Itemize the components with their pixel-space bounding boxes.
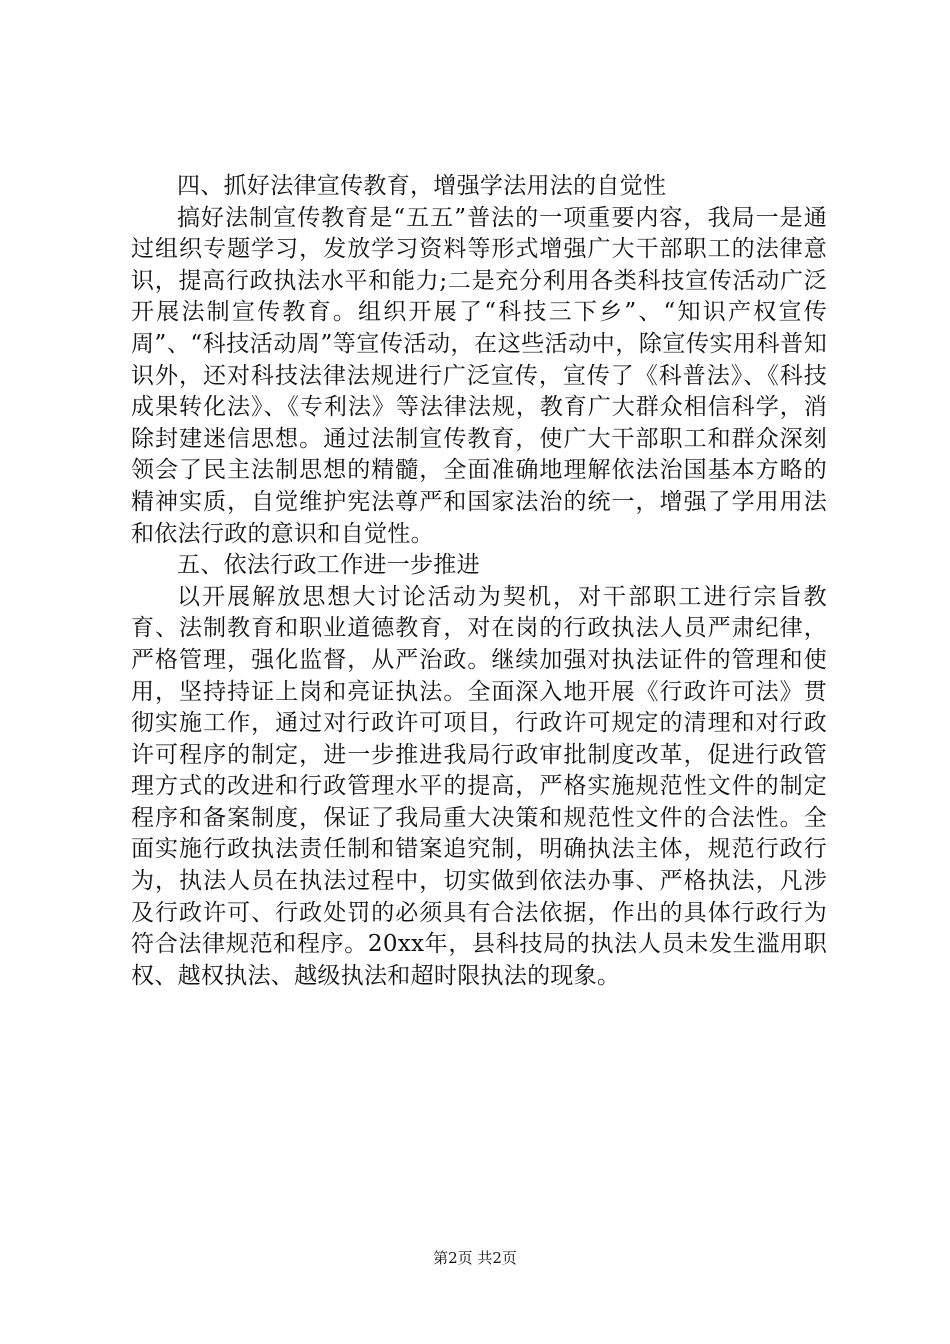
paragraph-section-4: 搞好法制宣传教育是“五五”普法的一项重要内容，我局一是通过组织专题学习，发放学习资料等形式增强广大干部职工的法律意识，提高行政执法水平和能力;二是充分利用各类科技宣传活动广泛开展法制宣传教育。组织开展了“科技三下乡”、“知识产权宣传周”、“科技活动周”等宣传活动，在这些活动中，除宣传实用科普知识外，还对科技法律法规进行广泛宣传，宣传了《科普法》、《科技成果转化法》、《专利法》等法律法规，教育广大群众相信科学，消除封建迷信思想。通过法制宣传教育，使广大干部职工和群众深刻领会了民主法制思想的精髓，全面准确地理解依法治国基本方略的精神实质，自觉维护宪法尊严和国家法治的统一，增强了学用用法和依法行政的意识和自觉性。 [131,204,827,547]
page-footer: 第2页 共2页 [433,1249,517,1267]
section-heading-5: 五、依法行政工作进一步推进 [177,552,480,579]
paragraph-section-5: 以开展解放思想大讨论活动为契机，对干部职工进行宗旨教育、法制教育和职业道德教育，对在岗的行政执法人员严肃纪律，严格管理，强化监督，从严治政。继续加强对执法证件的管理和使用，坚持持证上岗和亮证执法。全面深入地开展《行政许可法》贯彻实施工作，通过对行政许可项目，行政许可规定的清理和对行政许可程序的制定，进一步推进我局行政审批制度改革，促进行政管理方式的改进和行政管理水平的提高，严格实施规范性文件的制定程序和备案制度，保证了我局重大决策和规范性文件的合法性。全面实施行政执法责任制和错案追究制，明确执法主体，规范行政行为，执法人员在执法过程中，切实做到依法办事、严格执法，凡涉及行政许可、行政处罚的必须具有合法依据，作出的具体行政行为符合法律规范和程序。20xx年，县科技局的执法人员未发生滥用职权、越权执法、越级执法和超时限执法的现象。 [131,583,827,989]
section-heading-4: 四、抓好法律宣传教育，增强学法用法的自觉性 [177,173,667,199]
document-body [131,171,827,992]
